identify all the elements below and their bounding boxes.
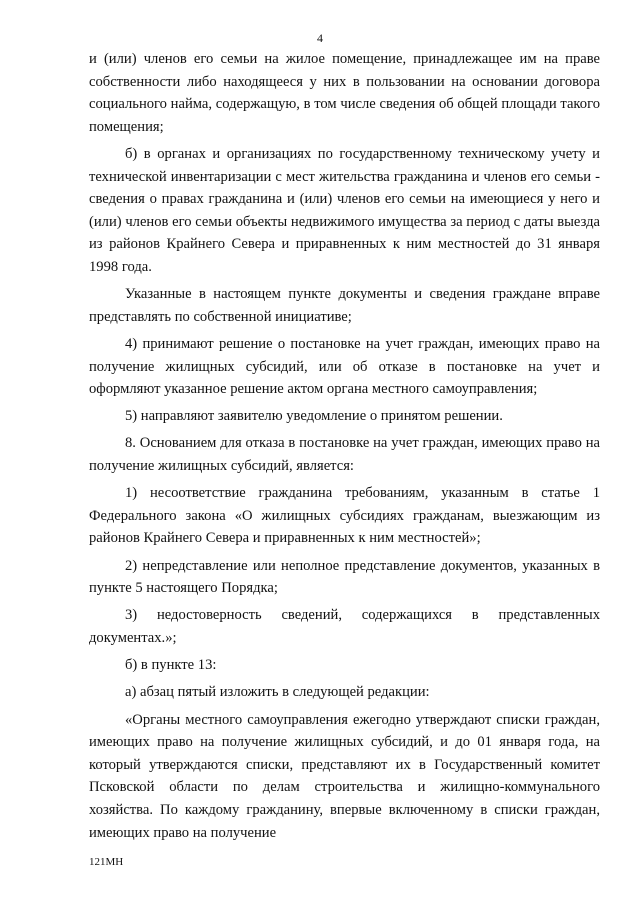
paragraph-1: и (или) членов его семьи на жилое помещение, принадлежащее им на праве собственности либо находящееся у них в пользовании на основании договора социального найма, содержащую, в том числе сведения об общей площади такого помещения; — [89, 51, 600, 135]
paragraph-6: 8. Основанием для отказа в постановке на учет граждан, имеющих право на получение жилищных субсидий, является: — [89, 435, 600, 475]
paragraph-10: б) в пункте 13: — [125, 657, 217, 674]
document-code: 121МН — [89, 856, 124, 868]
paragraph-3: Указанные в настоящем пункте документы и сведения граждане вправе представлять по собственной инициативе; — [89, 286, 600, 325]
paragraph-11: а) абзац пятый изложить в следующей редакции: — [125, 684, 430, 701]
page-number: 4 — [317, 31, 323, 45]
paragraph-5: 5) направляют заявителю уведомление о принятом решении. — [125, 408, 503, 425]
paragraph-7: 1) несоответствие гражданина требованиям, указанным в статье 1 Федерального закона «О жилищных субсидиях гражданам, выезжающим из районов Крайнего Севера и приравненных к ним местностей»; — [89, 485, 600, 547]
paragraph-2: б) в органах и организациях по государственному техническому учету и технической инвентаризации с мест жительства гражданина и членов его семьи - сведения о правах гражданина и (или) членов его семьи на имеющиеся у него и (или) членов его семьи объекты недвижимого имущества за период с даты выезда из районов Крайнего Севера и приравненных к ним местностей до 31 января 1998 года. — [89, 145, 600, 275]
paragraph-12: «Органы местного самоуправления ежегодно утверждают списки граждан, имеющих право на получение жилищных субсидий, и до 01 января года, на который утверждаются списки, представляют их в Государственный комитет Псковской области по делам строительства и жилищно-коммунального хозяйства. По каждому гражданину, впервые включенному в списки граждан, имеющих право на получение — [89, 711, 600, 841]
document-body — [89, 48, 600, 849]
paragraph-9: 3) недостоверность сведений, содержащихся в представленных документах.»; — [89, 607, 600, 646]
paragraph-8: 2) непредставление или неполное представление документов, указанных в пункте 5 настоящего Порядка; — [89, 557, 600, 597]
paragraph-4: 4) принимают решение о постановке на учет граждан, имеющих право на получение жилищных субсидий, или об отказе в постановке на учет и оформляют указанное решение актом органа местного самоуправления; — [89, 335, 600, 398]
